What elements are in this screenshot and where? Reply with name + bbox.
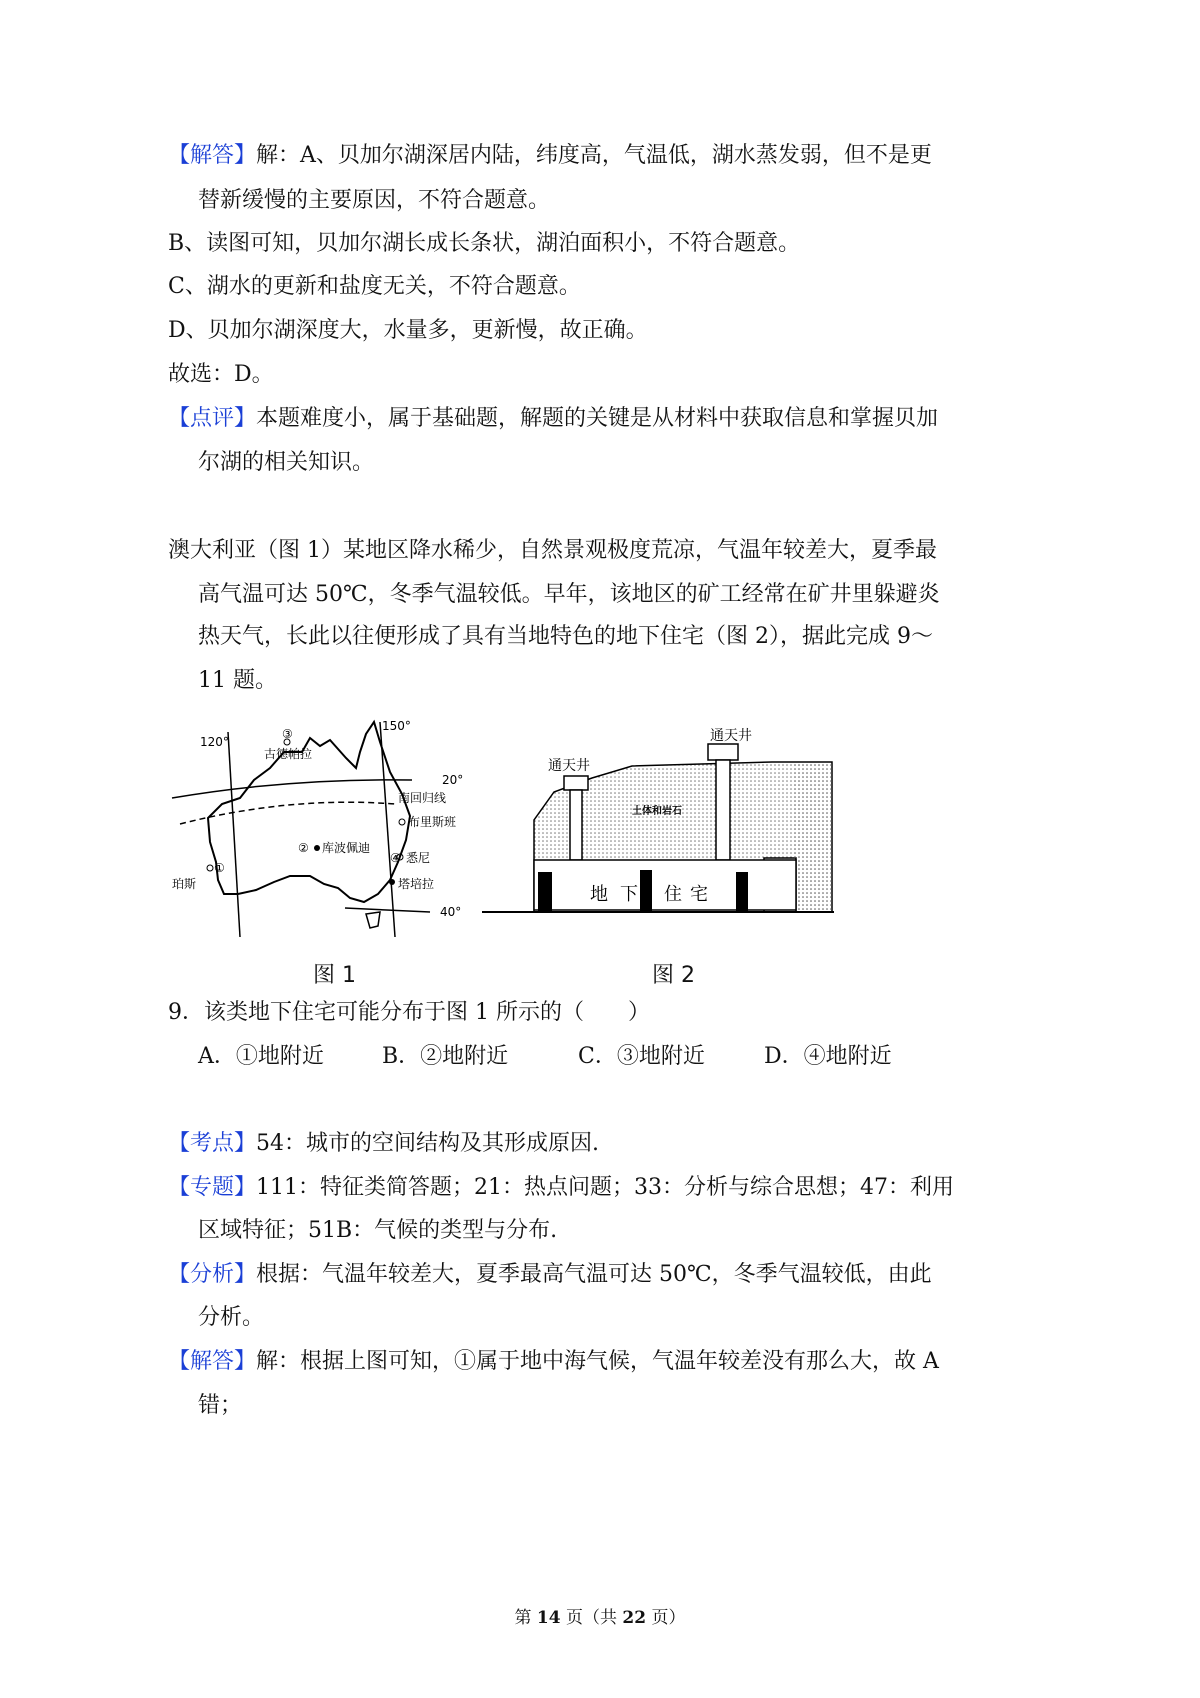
point-coober: [314, 845, 320, 851]
jieda2-text-1: 解：根据上图可知，①属于地中海气候，气温年较差没有那么大，故 A: [256, 1349, 939, 1374]
zhuanti-tag: 【专题】: [168, 1175, 257, 1200]
zhuanti-paragraph: [168, 1173, 954, 1203]
marker-2: ②: [298, 841, 309, 855]
vent-2-shaft: [716, 760, 730, 860]
intro-line-2: 高气温可达 50℃，冬季气温较低。早年，该地区的矿工经常在矿井里躲避炎: [198, 582, 940, 607]
dianping-text-2: 尔湖的相关知识。: [198, 450, 375, 475]
point-perth: [207, 865, 213, 871]
pillar-3: [736, 872, 748, 912]
fenxi-paragraph: [168, 1260, 932, 1290]
house-char-4: 宅: [690, 884, 708, 905]
option-a: A．①地附近: [198, 1044, 324, 1069]
tasmania: [366, 912, 380, 928]
meridian-120: [228, 732, 240, 937]
jieda2-tag: 【解答】: [168, 1349, 257, 1374]
meridian-150: [380, 722, 395, 937]
figure-2-caption: 图 2: [652, 963, 695, 988]
figure-2-house: [482, 720, 834, 918]
jieda2-paragraph: [168, 1347, 939, 1377]
zhuanti-text-2: 区域特征；51B：气候的类型与分布.: [198, 1218, 558, 1243]
page-total: 22: [622, 1608, 647, 1628]
jieda-tag: 【解答】: [168, 143, 257, 168]
vent-2-label: 通天井: [710, 728, 752, 744]
point-tamworth: [389, 879, 395, 885]
answer-b: B、读图可知，贝加尔湖长成长条状，湖泊面积小，不符合题意。: [168, 231, 801, 256]
jieda2-text-2: 错；: [198, 1393, 243, 1418]
house-char-3: 住: [664, 884, 682, 905]
option-c: C．③地附近: [578, 1044, 705, 1069]
vent-1-cap: [564, 776, 588, 790]
figure-1-map: [170, 712, 470, 940]
tropic-label: 南回归线: [398, 791, 447, 805]
goode-label: 古德帕拉: [264, 747, 313, 761]
fenxi-text-2: 分析。: [198, 1305, 265, 1330]
kaodian-text: 54：城市的空间结构及其形成原因.: [256, 1131, 600, 1156]
soil-right: [792, 762, 832, 912]
figure-1-caption: 图 1: [313, 963, 356, 988]
point-brisbane: [399, 819, 405, 825]
intro-line-4: 11 题。: [198, 668, 277, 693]
intro-line-1: 澳大利亚（图 1）某地区降水稀少，自然景观极度荒凉，气温年较差大，夏季最: [168, 538, 937, 563]
vent-1-label: 通天井: [548, 758, 590, 774]
kaodian-tag: 【考点】: [168, 1131, 257, 1156]
kaodian-paragraph: [168, 1129, 599, 1159]
intro-line-3: 热天气，长此以往便形成了具有当地特色的地下住宅（图 2），据此完成 9～: [198, 624, 933, 649]
guxuan: 故选：D。: [168, 362, 274, 387]
option-d: D．④地附近: [764, 1044, 892, 1069]
fenxi-tag: 【分析】: [168, 1262, 257, 1287]
zhuanti-text-1: 111：特征类简答题；21：热点问题；33：分析与综合思想；47：利用: [256, 1175, 954, 1200]
brisbane-label: 布里斯班: [408, 815, 457, 829]
pillar-2: [640, 870, 652, 912]
answer-c: C、湖水的更新和盐度无关，不符合题意。: [168, 274, 581, 299]
question-9-stem: 9．该类地下住宅可能分布于图 1 所示的（ ）: [168, 1000, 650, 1025]
lat-40-label: 40°: [440, 905, 462, 919]
soil-label: 土体和岩石: [632, 806, 682, 817]
lat-20-label: 20°: [442, 773, 464, 787]
lon-150-label: 150°: [382, 719, 411, 733]
jieda-text-2: 替新缓慢的主要原因，不符合题意。: [198, 188, 551, 213]
marker-3: ③: [282, 727, 293, 741]
vent-2-cap: [708, 744, 738, 760]
parallel-20: [172, 780, 412, 798]
answer-d: D、贝加尔湖深度大，水量多，更新慢，故正确。: [168, 318, 648, 343]
footer-pre: 第: [514, 1608, 537, 1628]
lon-120-label: 120°: [200, 735, 229, 749]
page-number: 14: [536, 1608, 561, 1628]
house-char-1: 地: [590, 884, 608, 905]
marker-1: ①: [214, 861, 225, 875]
marker-4: ④: [390, 851, 401, 865]
footer-mid: 页（共: [560, 1608, 623, 1628]
jieda-text-1: 解：A、贝加尔湖深居内陆，纬度高，气温低，湖水蒸发弱，但不是更: [256, 143, 932, 168]
dianping-text-1: 本题难度小，属于基础题，解题的关键是从材料中获取信息和掌握贝加: [256, 406, 939, 431]
pillar-1: [538, 872, 552, 912]
option-b: B．②地附近: [382, 1044, 509, 1069]
house-char-2: 下: [620, 884, 638, 905]
sydney-label: 悉尼: [406, 851, 431, 865]
answer-paragraph-1: [168, 141, 932, 171]
parallel-40: [345, 908, 430, 912]
perth-label: 珀斯: [172, 877, 197, 891]
footer-post: 页）: [646, 1608, 686, 1628]
dianping-tag: 【点评】: [168, 406, 257, 431]
page-footer: [0, 1603, 1200, 1628]
dianping-paragraph: [168, 404, 938, 434]
vent-1-shaft: [570, 790, 582, 860]
tamworth-label: 塔培拉: [398, 877, 435, 891]
fenxi-text-1: 根据：气温年较差大，夏季最高气温可达 50℃，冬季气温较低，由此: [256, 1262, 932, 1287]
coober-label: 库波佩迪: [322, 841, 371, 855]
